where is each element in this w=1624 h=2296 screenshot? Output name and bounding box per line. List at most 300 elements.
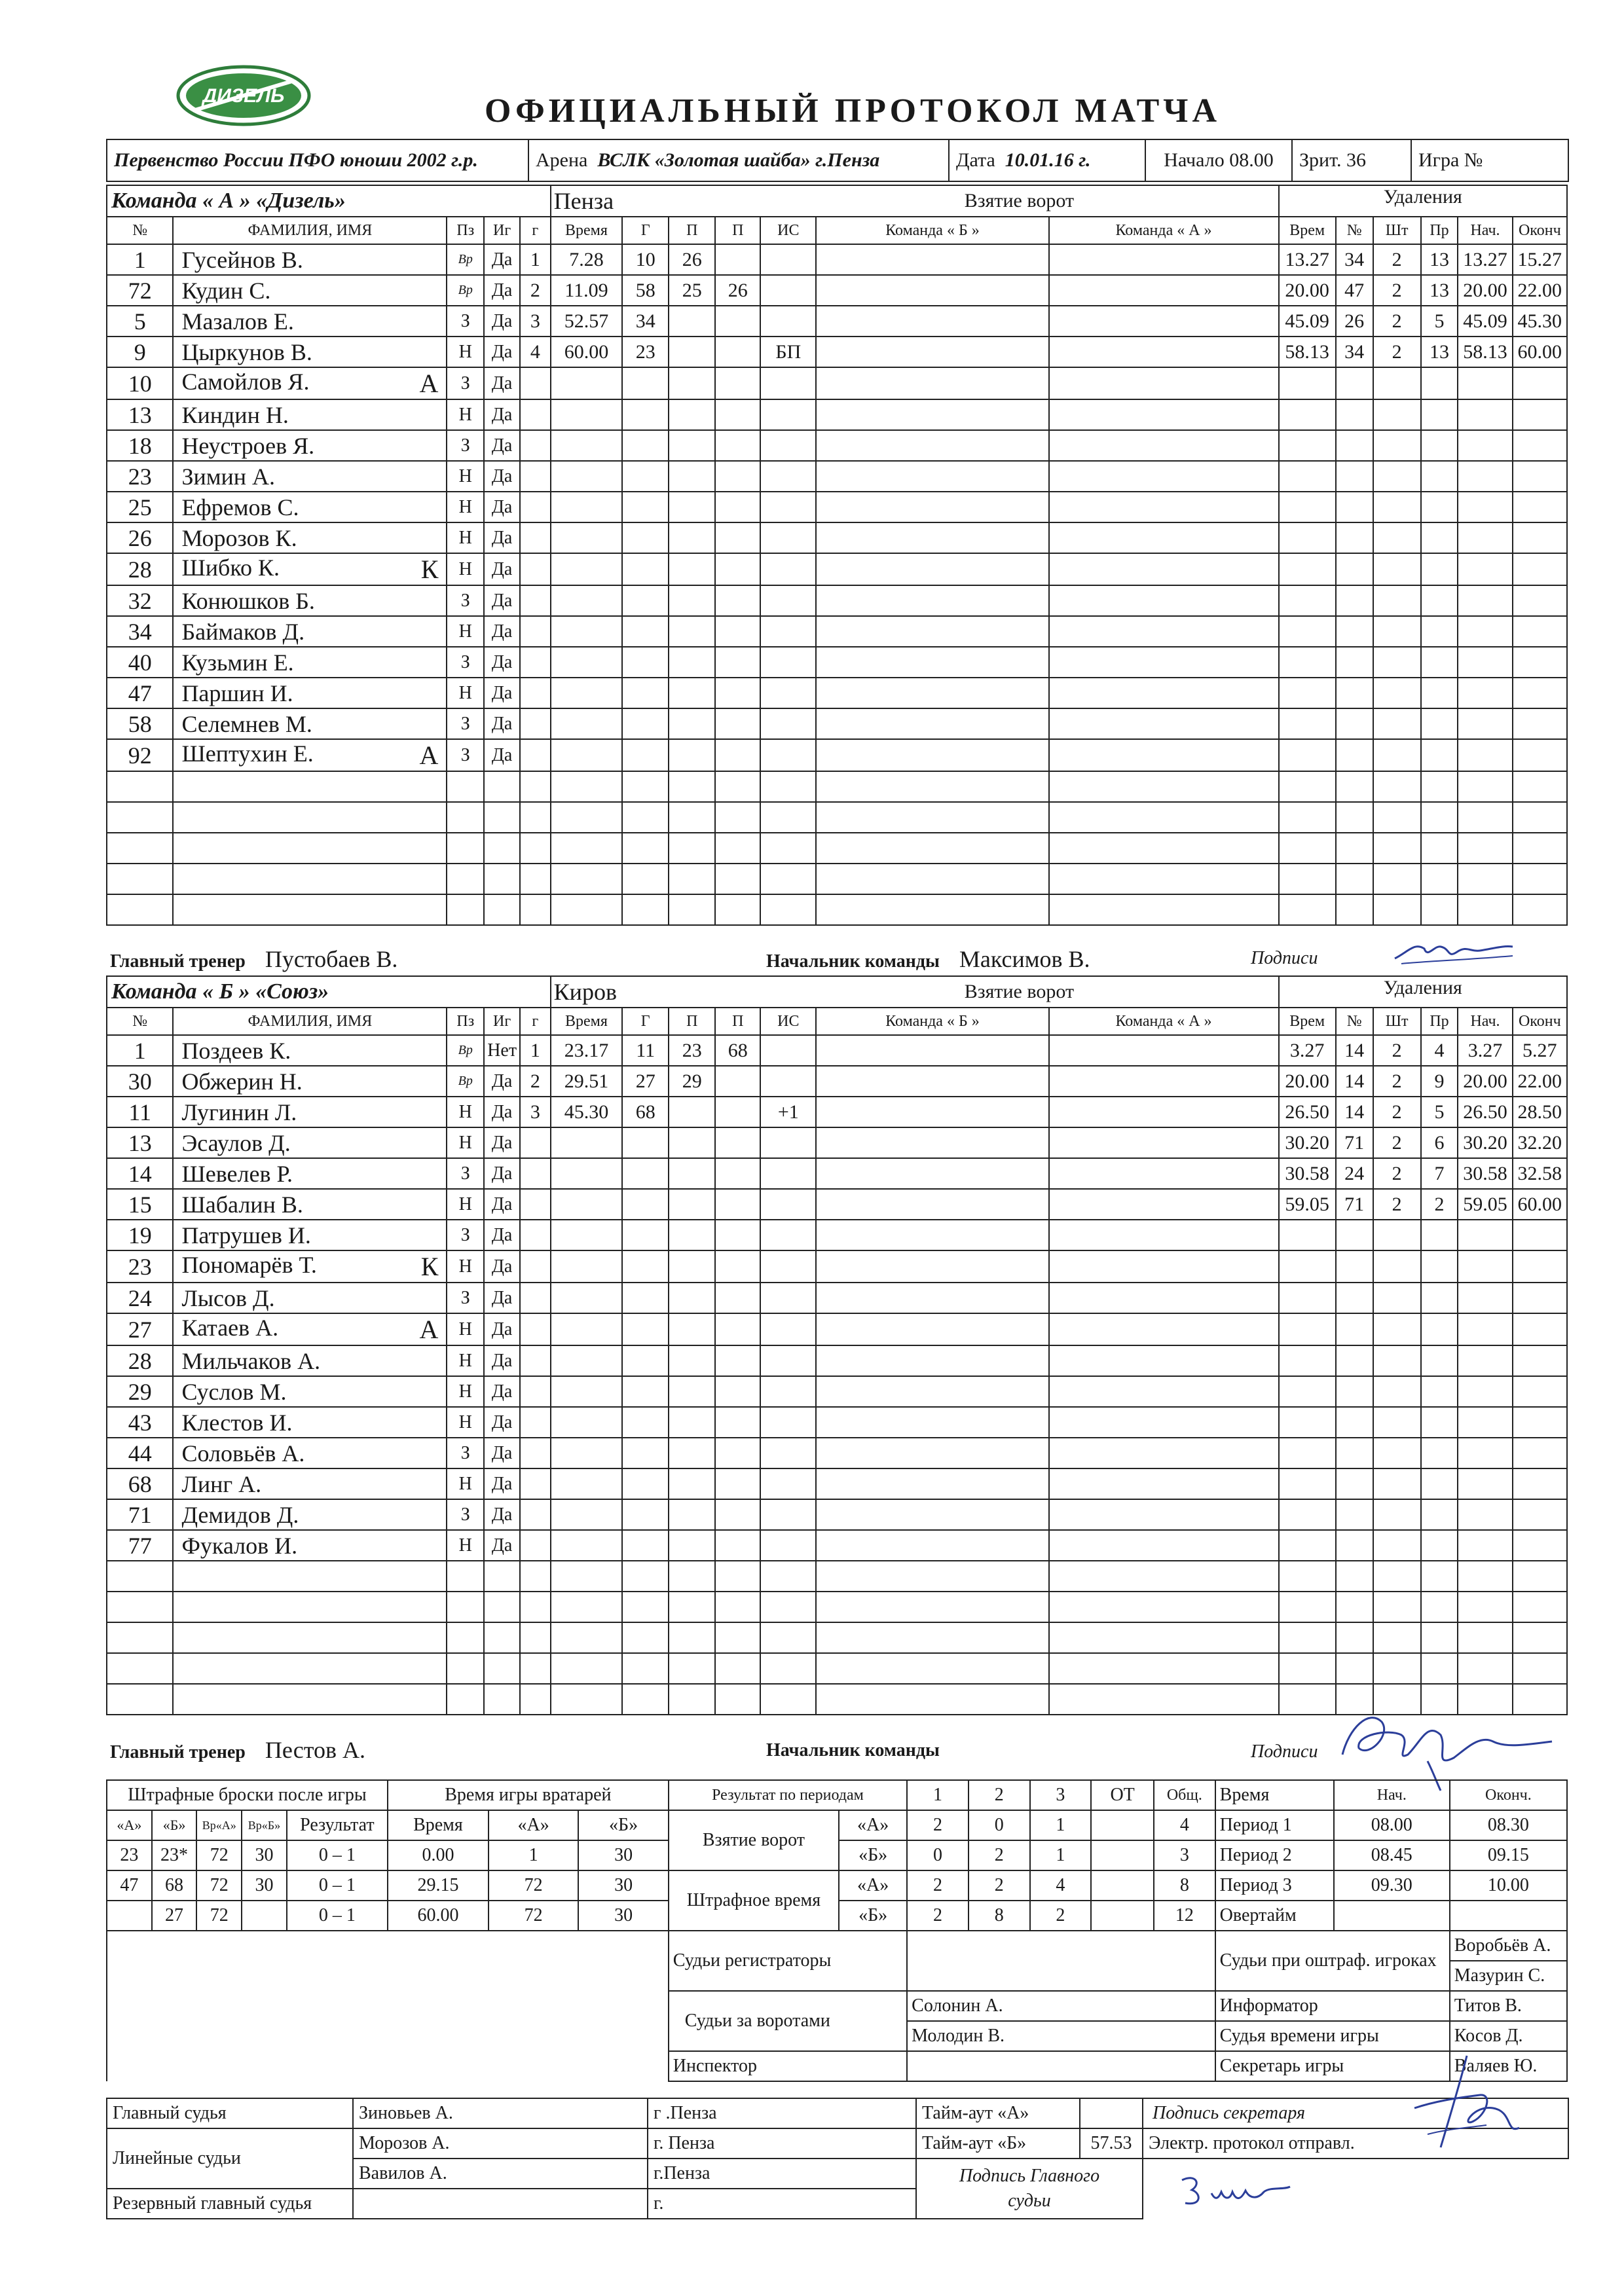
- goal-empty: [715, 894, 760, 925]
- penalty-empty: [1373, 647, 1421, 678]
- penalty-time: 58.13: [1279, 337, 1336, 367]
- protocol-title: ОФИЦИАЛЬНЫЙ ПРОТОКОЛ МАТЧА: [485, 92, 1221, 130]
- goal-empty: [520, 1250, 551, 1283]
- penalty-empty: [1279, 367, 1336, 399]
- penalty-empty: [1279, 1592, 1336, 1622]
- player-played: Да: [484, 1066, 520, 1097]
- player-played: Да: [484, 492, 520, 522]
- team-b-score-cell: [816, 894, 1048, 925]
- penalty-empty: [1458, 1250, 1512, 1283]
- penalty-empty: [1458, 771, 1512, 802]
- penalty-empty: [1279, 1220, 1336, 1250]
- table-row: [107, 553, 1567, 585]
- goal-empty: [760, 802, 816, 833]
- player-position: [447, 1592, 484, 1622]
- blank-area: [107, 1931, 669, 2081]
- penalty-empty: [1336, 1622, 1373, 1653]
- team-b-score-cell: [816, 1499, 1048, 1530]
- goals-b-ot: [1091, 1840, 1154, 1870]
- column-header: Нач.: [1458, 1008, 1512, 1035]
- period-1-end: 08.30: [1450, 1810, 1567, 1840]
- column-header: Оконч: [1513, 1008, 1567, 1035]
- penalty-empty: [1279, 678, 1336, 708]
- penalty-no: 26: [1336, 306, 1373, 337]
- period-col-total: Общ.: [1154, 1780, 1215, 1810]
- column-header: Команда « Б »: [816, 217, 1048, 244]
- penalty-empty: [1373, 1499, 1421, 1530]
- player-name: Демидов Д.: [173, 1499, 447, 1530]
- team-b-head-coach: Пестов А.: [265, 1737, 365, 1763]
- team-a-score-cell: [1049, 1653, 1279, 1684]
- pim-by-period-label: Штрафное время: [669, 1870, 839, 1931]
- penalty-empty: [1458, 739, 1512, 771]
- table-row: [107, 1592, 1567, 1622]
- player-name: Зимин А.: [173, 461, 447, 492]
- column-header: П: [669, 217, 715, 244]
- goal-empty: [622, 1283, 669, 1313]
- goal-empty: [551, 367, 623, 399]
- penalty-reason: 13: [1421, 275, 1458, 306]
- player-number: 34: [107, 616, 173, 647]
- penalty-empty: [1421, 864, 1458, 894]
- shootout-col-a: «А»: [107, 1810, 152, 1840]
- goal-empty: [715, 771, 760, 802]
- player-position: Вр: [447, 1066, 484, 1097]
- referees-table: [106, 2098, 1569, 2219]
- team-b-score-cell: [816, 1158, 1048, 1189]
- penalty-empty: [1458, 1653, 1512, 1684]
- goal-empty: [760, 1653, 816, 1684]
- table-row: [107, 1499, 1567, 1530]
- pim-a-p3: 4: [1030, 1870, 1092, 1901]
- penalty-empty: [1513, 1592, 1567, 1622]
- goal-empty: [669, 399, 715, 430]
- goal-empty: [520, 1158, 551, 1189]
- table-row: [107, 1407, 1567, 1438]
- penalty-empty: [1279, 739, 1336, 771]
- goal-empty: [551, 1376, 623, 1407]
- penalty-empty: [1421, 553, 1458, 585]
- goal-empty: [669, 1283, 715, 1313]
- player-position: Н: [447, 1127, 484, 1158]
- player-position: Н: [447, 1468, 484, 1499]
- penalty-no: 34: [1336, 337, 1373, 367]
- goal-empty: [622, 864, 669, 894]
- goals-by-period-label: Взятие ворот: [669, 1810, 839, 1870]
- player-name: Линг А.: [173, 1468, 447, 1499]
- penalty-pim: 2: [1373, 275, 1421, 306]
- team-b-score-cell: [816, 771, 1048, 802]
- player-played: Да: [484, 678, 520, 708]
- player-name: Конюшков Б.: [173, 585, 447, 616]
- goal-is: [760, 306, 816, 337]
- penalty-no: 47: [1336, 275, 1373, 306]
- goal-empty: [760, 1407, 816, 1438]
- player-position: Н: [447, 461, 484, 492]
- team-a-score-cell: [1049, 1035, 1279, 1066]
- penalty-empty: [1513, 894, 1567, 925]
- goal-empty: [715, 647, 760, 678]
- team-b-score-cell: [816, 864, 1048, 894]
- player-position: Н: [447, 1530, 484, 1561]
- penalty-empty: [1421, 399, 1458, 430]
- team-a-score-cell: [1049, 1283, 1279, 1313]
- goalie-cell: 30: [578, 1870, 668, 1901]
- referee: Зиновьев А.: [353, 2098, 648, 2128]
- player-played: Да: [484, 1220, 520, 1250]
- penalty-pim: 2: [1373, 1066, 1421, 1097]
- penalty-empty: [1373, 1220, 1421, 1250]
- team-b-table: [106, 975, 1568, 1715]
- player-number: 26: [107, 522, 173, 553]
- player-played: [484, 1592, 520, 1622]
- team-a-score-cell: [1049, 553, 1279, 585]
- penalty-empty: [1279, 1345, 1336, 1376]
- penalty-empty: [1336, 1313, 1373, 1345]
- penalty-empty: [1513, 430, 1567, 461]
- penalty-empty: [1279, 1283, 1336, 1313]
- secretary: Валяев Ю.: [1450, 2051, 1567, 2081]
- player-played: Да: [484, 1468, 520, 1499]
- penalty-empty: [1373, 771, 1421, 802]
- team-a-score-cell: [1049, 1220, 1279, 1250]
- penalty-reason: 2: [1421, 1189, 1458, 1220]
- goalie-cell: 72: [489, 1901, 578, 1931]
- penalty-empty: [1458, 430, 1512, 461]
- penalty-pim: 2: [1373, 1097, 1421, 1127]
- goal-g: 3: [520, 306, 551, 337]
- goal-empty: [760, 1684, 816, 1715]
- penalty-empty: [1336, 894, 1373, 925]
- penalty-time: 30.58: [1279, 1158, 1336, 1189]
- penalty-empty: [1336, 553, 1373, 585]
- player-number: [107, 1684, 173, 1715]
- goal-empty: [715, 739, 760, 771]
- player-played: [484, 1561, 520, 1592]
- player-played: Да: [484, 1438, 520, 1468]
- goal-empty: [520, 1561, 551, 1592]
- penalty-judge-1: Воробьёв А.: [1450, 1931, 1567, 1961]
- timeout-b-label: Тайм-аут «Б»: [916, 2128, 1080, 2159]
- penalty-empty: [1373, 1592, 1421, 1622]
- player-number: 28: [107, 553, 173, 585]
- penalty-empty: [1373, 678, 1421, 708]
- penalty-empty: [1373, 1407, 1421, 1438]
- player-name: [173, 833, 447, 864]
- player-played: [484, 1684, 520, 1715]
- team-a-score-cell: [1049, 244, 1279, 275]
- team-a-score-cell: [1049, 1158, 1279, 1189]
- referee-city: г .Пенза: [648, 2098, 916, 2128]
- player-played: Да: [484, 1158, 520, 1189]
- goal-empty: [551, 1158, 623, 1189]
- table-row: [107, 647, 1567, 678]
- goal-empty: [715, 461, 760, 492]
- player-position: Н: [447, 522, 484, 553]
- player-number: 40: [107, 647, 173, 678]
- penalty-empty: [1513, 1376, 1567, 1407]
- goal-empty: [760, 616, 816, 647]
- penalty-empty: [1513, 833, 1567, 864]
- table-row: [107, 1283, 1567, 1313]
- timeout-a: [1080, 2098, 1143, 2128]
- penalty-empty: [1421, 1622, 1458, 1653]
- timekeeper-label: Судья времени игры: [1215, 2021, 1450, 2051]
- goal-empty: [760, 894, 816, 925]
- goalie-col-time: Время: [388, 1810, 489, 1840]
- linesmen-label: Линейные судьи: [107, 2128, 353, 2189]
- team-a-score-cell: [1049, 1189, 1279, 1220]
- penalty-empty: [1458, 1220, 1512, 1250]
- player-position: З: [447, 585, 484, 616]
- table-row: [107, 771, 1567, 802]
- penalty-reason: 4: [1421, 1035, 1458, 1066]
- goal-empty: [520, 1407, 551, 1438]
- penalty-start: 20.00: [1458, 1066, 1512, 1097]
- informer: Титов В.: [1450, 1991, 1567, 2021]
- match-header: [106, 139, 1569, 182]
- penalty-empty: [1513, 739, 1567, 771]
- penalty-empty: [1373, 1438, 1421, 1468]
- goal-empty: [622, 367, 669, 399]
- team-a-score-cell: [1049, 1622, 1279, 1653]
- goal-empty: [622, 894, 669, 925]
- goal-empty: [622, 616, 669, 647]
- goal-empty: [551, 1220, 623, 1250]
- goal-empty: [715, 1592, 760, 1622]
- goal-judge-2: Молодин В.: [907, 2021, 1215, 2051]
- column-header: №: [1336, 1008, 1373, 1035]
- goal-empty: [760, 1376, 816, 1407]
- goal-empty: [622, 1189, 669, 1220]
- penalty-empty: [1513, 1250, 1567, 1283]
- penalty-empty: [1513, 1561, 1567, 1592]
- player-position: Н: [447, 678, 484, 708]
- penalty-reason: 7: [1421, 1158, 1458, 1189]
- penalty-empty: [1421, 492, 1458, 522]
- penalty-time: 26.50: [1279, 1097, 1336, 1127]
- player-position: З: [447, 430, 484, 461]
- pim-b-total: 12: [1154, 1901, 1215, 1931]
- goal-empty: [760, 399, 816, 430]
- team-b-score-cell: [816, 1468, 1048, 1499]
- goal-empty: [669, 1468, 715, 1499]
- player-number: [107, 1653, 173, 1684]
- player-number: 9: [107, 337, 173, 367]
- player-role: К: [420, 555, 439, 584]
- goal-empty: [669, 461, 715, 492]
- start-time: Начало 08.00: [1145, 139, 1292, 181]
- goal-empty: [622, 1653, 669, 1684]
- table-row: [107, 1468, 1567, 1499]
- column-header: Г: [622, 1008, 669, 1035]
- penalty-empty: [1373, 553, 1421, 585]
- column-header: №: [107, 1008, 173, 1035]
- penalty-empty: [1373, 1468, 1421, 1499]
- player-number: 72: [107, 275, 173, 306]
- penalty-empty: [1458, 1561, 1512, 1592]
- player-position: [447, 1622, 484, 1653]
- periods-title: Результат по периодам: [669, 1780, 907, 1810]
- penalty-empty: [1421, 894, 1458, 925]
- penalty-start: 45.09: [1458, 306, 1512, 337]
- penalty-empty: [1458, 1283, 1512, 1313]
- overtime-start: [1334, 1901, 1450, 1931]
- goal-empty: [520, 553, 551, 585]
- player-position: [447, 1653, 484, 1684]
- penalty-reason: 13: [1421, 337, 1458, 367]
- period-3-end: 10.00: [1450, 1870, 1567, 1901]
- team-b-score-cell: [816, 833, 1048, 864]
- table-row: [107, 1376, 1567, 1407]
- player-number: 18: [107, 430, 173, 461]
- penalty-empty: [1513, 771, 1567, 802]
- penalty-reason: 13: [1421, 244, 1458, 275]
- goal-empty: [760, 522, 816, 553]
- penalty-empty: [1336, 430, 1373, 461]
- team-a-score-cell: [1049, 306, 1279, 337]
- goal-empty: [622, 1561, 669, 1592]
- goal-empty: [669, 616, 715, 647]
- player-played: Да: [484, 337, 520, 367]
- goal-empty: [760, 1283, 816, 1313]
- team-b-score-cell: [816, 1097, 1048, 1127]
- table-row: [107, 1250, 1567, 1283]
- player-position: Н: [447, 1250, 484, 1283]
- goalie-cell: 29.15: [388, 1870, 489, 1901]
- penalty-empty: [1421, 1653, 1458, 1684]
- penalty-empty: [1279, 1684, 1336, 1715]
- informer-label: Информатор: [1215, 1991, 1450, 2021]
- column-header: Пз: [447, 1008, 484, 1035]
- penalty-empty: [1458, 616, 1512, 647]
- goal-empty: [551, 1530, 623, 1561]
- team-a-score-cell: [1049, 1313, 1279, 1345]
- table-row: [107, 894, 1567, 925]
- goal-empty: [622, 1592, 669, 1622]
- team-b-score-cell: [816, 1530, 1048, 1561]
- period-col-3: 3: [1030, 1780, 1092, 1810]
- goal-empty: [551, 894, 623, 925]
- table-row: [107, 833, 1567, 864]
- table-row: [107, 430, 1567, 461]
- team-b-score-cell: [816, 802, 1048, 833]
- player-number: 15: [107, 1189, 173, 1220]
- column-header: Пр: [1421, 217, 1458, 244]
- goal-empty: [760, 1127, 816, 1158]
- period-2-start: 08.45: [1334, 1840, 1450, 1870]
- times-col-time: Время: [1215, 1780, 1334, 1810]
- column-header: П: [715, 217, 760, 244]
- table-row: [107, 1653, 1567, 1684]
- penalty-judge-2: Мазурин С.: [1450, 1961, 1567, 1991]
- column-header: Пр: [1421, 1008, 1458, 1035]
- goal-empty: [520, 802, 551, 833]
- goal-empty: [551, 1592, 623, 1622]
- team-city: Киров: [551, 976, 761, 1008]
- arena: Арена ВСЛК «Золотая шайба» г.Пенза: [528, 139, 949, 181]
- penalty-empty: [1373, 1250, 1421, 1283]
- goals-a-p1: 2: [907, 1810, 969, 1840]
- goal-empty: [622, 1499, 669, 1530]
- goal-empty: [622, 678, 669, 708]
- player-number: 30: [107, 1066, 173, 1097]
- penalty-empty: [1279, 833, 1336, 864]
- player-position: З: [447, 306, 484, 337]
- penalty-empty: [1279, 771, 1336, 802]
- player-number: 24: [107, 1283, 173, 1313]
- penalty-empty: [1336, 802, 1373, 833]
- pim-b-ot: [1091, 1901, 1154, 1931]
- player-name: Цыркунов В.: [173, 337, 447, 367]
- shootout-col-goalie-a: Вр«А»: [196, 1810, 242, 1840]
- reserve-name: [353, 2189, 648, 2219]
- player-name: Соловьёв А.: [173, 1438, 447, 1468]
- pim-a-p1: 2: [907, 1870, 969, 1901]
- penalty-empty: [1373, 894, 1421, 925]
- team-b-score-cell: [816, 1622, 1048, 1653]
- team-b-score-cell: [816, 1561, 1048, 1592]
- goal-empty: [551, 522, 623, 553]
- column-header: ИС: [760, 217, 816, 244]
- penalty-empty: [1279, 1653, 1336, 1684]
- player-position: Вр: [447, 1035, 484, 1066]
- goal-empty: [551, 492, 623, 522]
- penalty-no: 34: [1336, 244, 1373, 275]
- goals-a-total: 4: [1154, 1810, 1215, 1840]
- player-name: Шабалин В.: [173, 1189, 447, 1220]
- goal-is: БП: [760, 337, 816, 367]
- goal-empty: [551, 1438, 623, 1468]
- goal-empty: [520, 1220, 551, 1250]
- period-2-end: 09.15: [1450, 1840, 1567, 1870]
- penalty-empty: [1513, 708, 1567, 739]
- penalty-empty: [1279, 802, 1336, 833]
- player-position: Н: [447, 1189, 484, 1220]
- team-b-score-cell: [816, 553, 1048, 585]
- player-name: [173, 1653, 447, 1684]
- goal-judges-label: Судьи за воротами: [669, 1991, 907, 2051]
- player-position: Н: [447, 1345, 484, 1376]
- team-a-score-cell: [1049, 708, 1279, 739]
- team-a-score-cell: [1049, 275, 1279, 306]
- goal-empty: [622, 430, 669, 461]
- goal-empty: [622, 585, 669, 616]
- player-number: [107, 1561, 173, 1592]
- penalty-empty: [1513, 1499, 1567, 1530]
- goal-empty: [715, 585, 760, 616]
- timeout-a-label: Тайм-аут «А»: [916, 2098, 1080, 2128]
- player-role: А: [419, 369, 439, 398]
- penalty-time: 59.05: [1279, 1189, 1336, 1220]
- player-name: [173, 1592, 447, 1622]
- team-b-score-cell: [816, 1438, 1048, 1468]
- team-a-head-coach: Пустобаев В.: [265, 946, 398, 972]
- inspector-label: Инспектор: [669, 2051, 907, 2081]
- penalty-end: 22.00: [1513, 275, 1567, 306]
- penalty-empty: [1336, 864, 1373, 894]
- goal-empty: [715, 1561, 760, 1592]
- column-header: Пз: [447, 217, 484, 244]
- goal-empty: [669, 1499, 715, 1530]
- player-number: 5: [107, 306, 173, 337]
- goal-empty: [715, 802, 760, 833]
- penalty-empty: [1513, 1407, 1567, 1438]
- goal-empty: [520, 492, 551, 522]
- penalty-empty: [1421, 1530, 1458, 1561]
- player-name: Пономарёв Т. К: [173, 1250, 447, 1283]
- penalty-time: 3.27: [1279, 1035, 1336, 1066]
